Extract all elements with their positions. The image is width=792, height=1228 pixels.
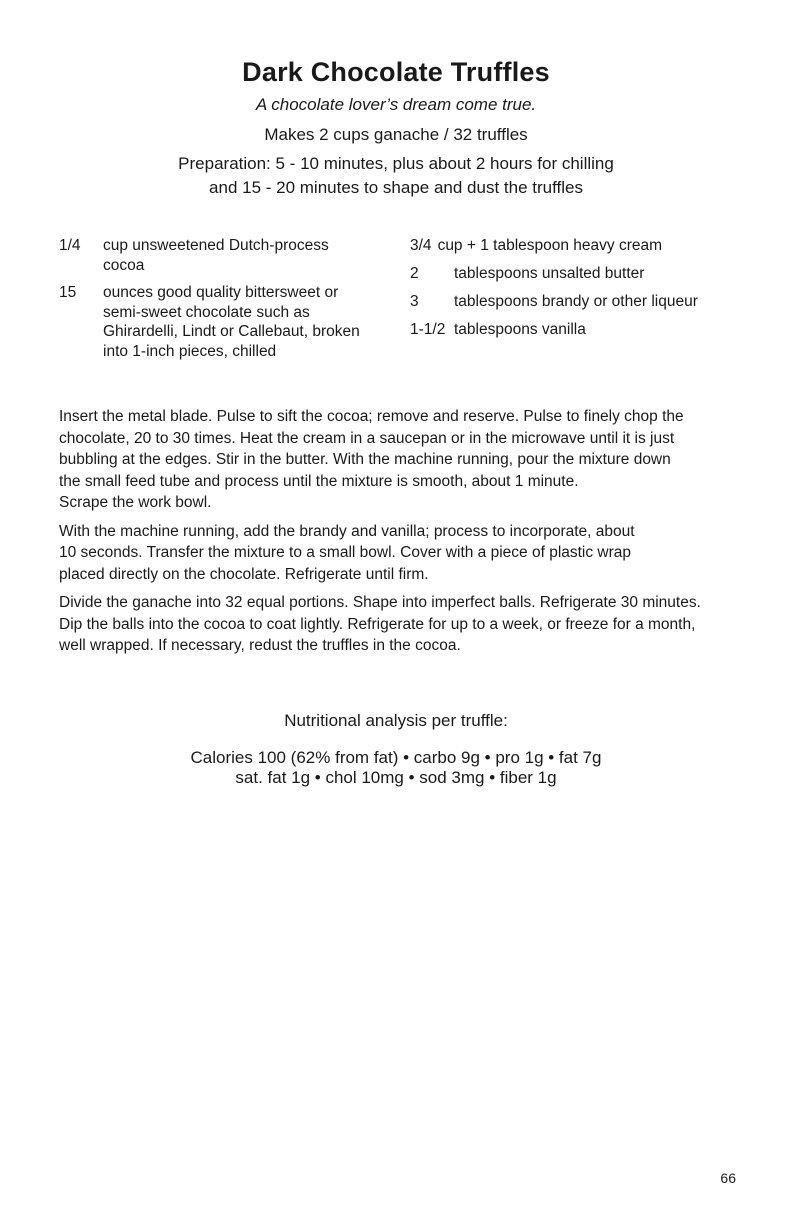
recipe-header bbox=[0, 52, 792, 200]
instructions bbox=[59, 406, 749, 664]
ingredient-quantity: 15 bbox=[59, 284, 77, 301]
ingredient-item bbox=[59, 236, 389, 275]
ingredient-item bbox=[410, 292, 750, 312]
ingredient-quantity: 1/4 bbox=[59, 237, 81, 254]
ingredient-quantity: 3/4 bbox=[410, 237, 432, 254]
ingredient-description: tablespoons unsalted butter bbox=[454, 265, 645, 282]
preparation-line-2: and 15 - 20 minutes to shape and dust the truffles bbox=[209, 178, 583, 197]
ingredient-description: tablespoons brandy or other liqueur bbox=[454, 293, 698, 310]
recipe-tagline: A chocolate lover’s dream come true. bbox=[255, 95, 537, 114]
nutrition-line-1: Calories 100 (62% from fat) • carbo 9g • pro 1g • fat 7g bbox=[190, 748, 602, 767]
nutrition-section bbox=[0, 708, 792, 788]
ingredients-right-column bbox=[410, 236, 750, 348]
recipe-preparation bbox=[0, 152, 792, 200]
ingredients-left-column bbox=[59, 236, 389, 369]
ingredient-description: cup + 1 tablespoon heavy cream bbox=[437, 237, 663, 254]
ingredient-quantity: 1-1/2 bbox=[410, 321, 446, 338]
ingredient-item bbox=[410, 236, 750, 256]
preparation-line-1: Preparation: 5 - 10 minutes, plus about 2 hours for chilling bbox=[178, 154, 614, 173]
instruction-paragraph: Insert the metal blade. Pulse to sift the cocoa; remove and reserve. Pulse to finely chop the chocolate, 20 to 30 times. Heat the cream in a saucepan or in the microwave until it is just bubbling at the edges. Stir in the butter. With the machine running, pour the mixture down the small feed tube and process until the mixture is smooth, about 1 minute. Scrape the work bowl. bbox=[59, 408, 684, 511]
page-number: 66 bbox=[720, 1170, 736, 1186]
recipe-title: Dark Chocolate Truffles bbox=[242, 57, 550, 87]
ingredient-description: ounces good quality bittersweet or semi-sweet chocolate such as Ghirardelli, Lindt or Callebaut, broken into 1-inch pieces, chilled bbox=[103, 284, 360, 360]
recipe-yield: Makes 2 cups ganache / 32 truffles bbox=[264, 125, 528, 144]
ingredient-item bbox=[410, 264, 750, 284]
ingredient-item bbox=[59, 283, 389, 361]
instruction-paragraph: With the machine running, add the brandy and vanilla; process to incorporate, about 10 seconds. Transfer the mixture to a small bowl. Cover with a piece of plastic wrap placed directly on the chocolate. Refrigerate until firm. bbox=[59, 522, 635, 583]
ingredient-description: tablespoons vanilla bbox=[454, 321, 586, 338]
nutrition-line-2: sat. fat 1g • chol 10mg • sod 3mg • fiber 1g bbox=[235, 768, 557, 787]
nutrition-heading: Nutritional analysis per truffle: bbox=[284, 711, 508, 730]
ingredient-quantity: 3 bbox=[410, 293, 419, 310]
ingredient-item bbox=[410, 320, 750, 340]
ingredient-description: cup unsweetened Dutch-process cocoa bbox=[103, 237, 329, 274]
instruction-paragraph: Divide the ganache into 32 equal portions. Shape into imperfect balls. Refrigerate 30 minutes. Dip the balls into the cocoa to coat lightly. Refrigerate for up to a week, or freeze for a month, well wrapped. If necessary, redust the truffles in the cocoa. bbox=[59, 594, 701, 654]
ingredient-quantity: 2 bbox=[410, 265, 419, 282]
